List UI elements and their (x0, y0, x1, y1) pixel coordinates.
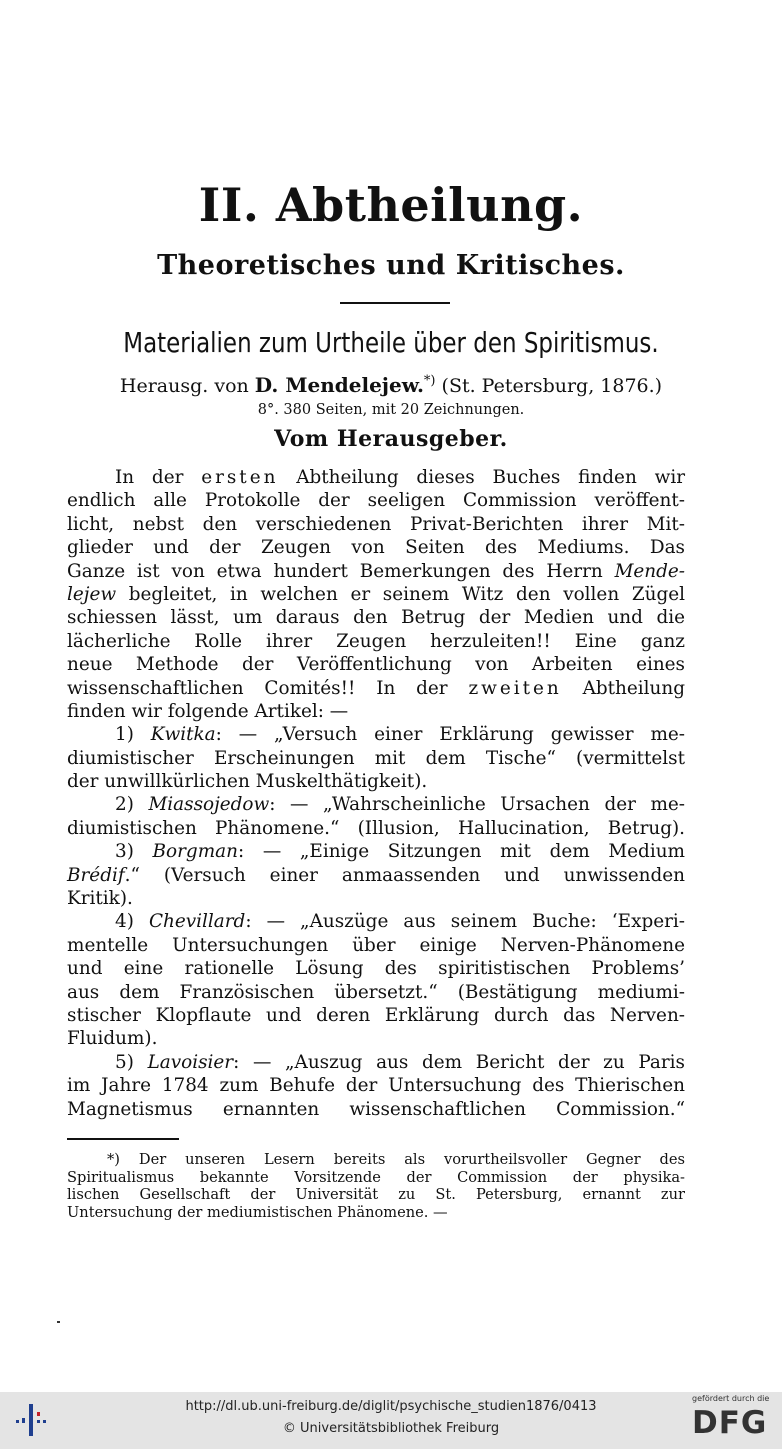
funder-note: gefördert durch die (692, 1394, 770, 1403)
footnote-line: Untersuchung der mediumistischen Phänomene. — (67, 1203, 448, 1221)
copyright-notice: © Universitätsbibliothek Freiburg (282, 1421, 500, 1436)
text-line: aus dem Französischen übersetzt.“ (Bestätigung mediumi- (67, 981, 685, 1003)
text-span: Abtheilung dieses Buches finden wir (278, 467, 686, 488)
footnote-mark: *) (423, 373, 436, 389)
footnote-line: *) Der unseren Lesern bereits als vorurtheilsvoller Gegner des (107, 1151, 685, 1168)
item-number: 4) (115, 911, 149, 933)
text-line (67, 583, 685, 606)
footnote (67, 1151, 685, 1221)
spaced-text: ersten (201, 467, 279, 488)
article-title: Materialien zum Urtheile über den Spiritismus. (123, 326, 659, 359)
text-span: In der (115, 467, 202, 488)
text-line (67, 864, 685, 887)
text-span: : — „Versuch einer Erklärung gewisser me- (215, 724, 685, 746)
editor-line (0, 373, 782, 397)
source-url-link[interactable]: http://dl.ub.uni-freiburg.de/diglit/psychische_studien1876/0413 (185, 1399, 597, 1414)
author-name: Lavoisier (147, 1051, 234, 1073)
text-line: mentelle Untersuchungen über einige Nerven-Phänomene (67, 934, 685, 956)
italic-name: lejew (67, 583, 117, 605)
italic-name: Brédif (67, 864, 125, 886)
text-line: Kritik). (67, 888, 133, 910)
text-line: schiessen lässt, um daraus den Betrug der Medien und die (67, 607, 685, 629)
scan-speck (57, 1321, 60, 1323)
text-line: der unwillkürlichen Muskelthätigkeit). (67, 771, 428, 793)
text-line: diumistischer Erscheinungen mit dem Tische“ (vermittelst (67, 747, 685, 769)
text-line: licht, nebst den verschiedenen Privat-Berichten ihrer Mit- (67, 513, 685, 535)
list-item (67, 1051, 685, 1074)
item-number: 1) (115, 724, 151, 746)
text-line (67, 560, 685, 583)
list-item (67, 840, 685, 863)
text-line: endlich alle Protokolle der seeligen Commission veröffent- (67, 490, 685, 512)
author-name: Kwitka (150, 724, 216, 746)
text-span: Abtheilung (561, 677, 685, 699)
list-item (67, 793, 685, 816)
list-item (67, 723, 685, 746)
text-line: stischer Klopflaute und deren Erklärung durch das Nerven- (67, 1004, 685, 1026)
editor-prefix: Herausg. von (119, 375, 255, 397)
section-subtitle: Theoretisches und Kritisches. (157, 250, 625, 281)
text-line: diumistischen Phänomene.“ (Illusion, Hallucination, Betrug). (67, 817, 685, 839)
text-line: lächerliche Rolle ihrer Zeugen herzuleiten!! Eine ganz (67, 630, 685, 652)
text-span: : — „Auszug aus dem Bericht der zu Paris (233, 1051, 685, 1073)
text-line (67, 677, 685, 700)
item-number: 5) (115, 1051, 148, 1073)
author-name: Miassojedow (148, 794, 270, 816)
text-line: neue Methode der Veröffentlichung von Arbeiten eines (67, 654, 685, 676)
footer-bar (0, 1392, 782, 1449)
text-span: : — „Einige Sitzungen mit dem Medium (237, 841, 685, 863)
text-line: Fluidum). (67, 1028, 158, 1050)
footnote-divider (67, 1138, 179, 1140)
dfg-logo: DFG (692, 1405, 768, 1441)
spaced-text: zweiten (468, 677, 562, 699)
footnote-line: lischen Gesellschaft der Universität zu St. Petersburg, ernannt zur (67, 1186, 685, 1204)
text-span: Ganze ist von etwa hundert Bemerkungen des Herrn (67, 560, 615, 582)
format-line: 8°. 380 Seiten, mit 20 Zeichnungen. (257, 402, 525, 418)
text-line (67, 466, 685, 489)
editor-name: D. Mendelejew. (254, 373, 424, 397)
footnote-line: Spiritualismus bekannte Vorsitzende der Commission der physika- (67, 1168, 685, 1186)
text-span: : — „Auszüge aus seinem Buche: ‘Experi- (245, 911, 685, 933)
body-text (67, 466, 685, 1121)
title-divider (340, 302, 450, 304)
text-line: finden wir folgende Artikel: — (67, 700, 349, 722)
text-line: Magnetismus ernannten wissenschaftlichen Commission.“ (67, 1098, 685, 1120)
italic-name: Mende- (614, 560, 685, 582)
text-span: begleitet, in welchen er seinem Witz den vollen Zügel (116, 583, 685, 605)
text-line: im Jahre 1784 zum Behufe der Untersuchung des Thierischen (67, 1075, 685, 1097)
author-name: Borgman (152, 841, 238, 863)
item-number: 3) (115, 841, 153, 863)
author-name: Chevillard (148, 911, 246, 933)
item-number: 2) (115, 794, 149, 816)
review-heading: Vom Herausgeber. (274, 426, 508, 452)
text-line: und eine rationelle Lösung des spiritistischen Problems’ (67, 958, 685, 980)
text-span: : — „Wahrscheinliche Ursachen der me- (269, 794, 685, 816)
editor-suffix: (St. Petersburg, 1876.) (435, 375, 663, 397)
section-title: II. Abtheilung. (198, 178, 584, 232)
text-line: glieder und der Zeugen von Seiten des Mediums. Das (67, 537, 685, 559)
list-item (67, 910, 685, 933)
text-span: wissenschaftlichen Comités!! In der (67, 677, 469, 699)
text-span: .“ (Versuch einer anmaassenden und unwissenden (124, 864, 685, 886)
